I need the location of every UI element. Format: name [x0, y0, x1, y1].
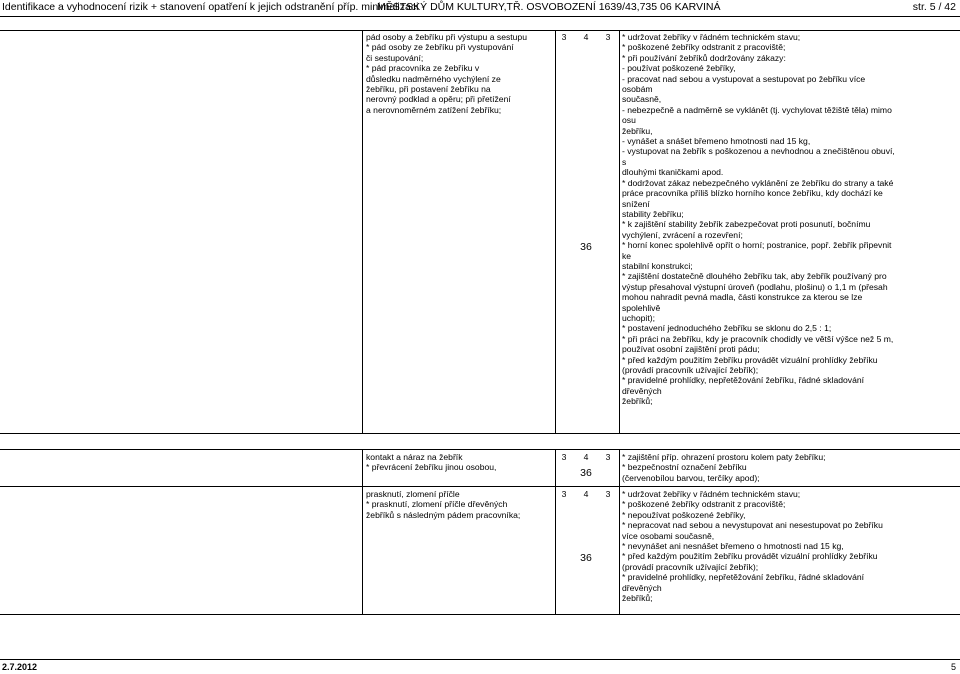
risk-score: 36: [580, 467, 592, 479]
column-divider: [619, 449, 620, 615]
page-header: [0, 0, 960, 17]
footer-date: 2.7.2012: [2, 662, 38, 672]
consequence-value: 4: [583, 32, 589, 42]
safety-measures: * udržovat žebříky v řádném technickém stavu; * poškozené žebříky odstranit z pracoviště; * při používání žebříků dodržovány zákazy: - používat poškozené žebříky, - pracovat nad sebou a vystupovat a sestupovat po žebříku více osobám současně, - nebezpečně a nadměrně se vyklánět (tj. vychylovat těžiště těla) mimo osu žebříku, - vynášet a snášet břemeno hmotnosti nad 15 kg, - vystupovat na žebřík s poškozenou a nevhodnou a znečištěnou obuví, s dlouhými tkaničkami apod. * dodržovat zákaz nebezpečného vyklánění ze žebříku do strany a také práce pracovníka příliš blízko horního konce žebříku, kdy dochází ke snížení stability žebříku; * k zajištění stability žebřík zabezpečovat proti posunutí, bočnímu vychýlení, zvrácení a rozevření; * horní konec spolehlivě opřít o horní; postranice, popř. žebřík připevnit ke stabilní konstrukci; * zajištění dostatečně dlouhého žebříku tak, aby žebřík používaný pro výstup přesahoval výstupní úroveň (podlahu, plošinu) o 1,1 m (přesah mohou nahradit pevná madla, části konstrukce za kterou se lze spolehlivě uchopit); * postavení jednoduchého žebříku se sklonu do 2,5 : 1; * při práci na žebříku, kdy je pracovník chodidly ve větší výšce než 5 m, používat osobní zajištění proti pádu; * před každým použitím žebříku provádět vizuální prohlídky žebříku (provádí pracovník užívající žebřík); * pravidelné prohlídky, nepřetěžování žebříku, řádné skladování dřevěných žebříků;: [622, 32, 895, 407]
severity-value: 3: [605, 32, 611, 42]
severity-value: 3: [605, 452, 611, 462]
block-top-border: [0, 449, 960, 450]
risk-description: pád osoby a žebříku při výstupu a sestupu * pád osoby ze žebříku při vystupování či sestupování; * pád pracovníka ze žebříku v důsledku nadměrného vychýlení ze žebříku, při postavení žebříku na nerovný podklad a opěru; při přetížení a nerovnoměrném zatížení žebříku;: [366, 32, 527, 115]
consequence-value: 4: [583, 452, 589, 462]
footer-rule: [0, 659, 960, 660]
block-bottom-border: [0, 614, 960, 615]
safety-measures: * zajištění příp. ohrazení prostoru kolem paty žebříku; * bezpečnostní označení žebříku (červenobílou barvou, terčíky apod);: [622, 452, 826, 483]
header-page-counter: str. 5 / 42: [912, 1, 956, 13]
probability-value: 3: [561, 452, 567, 462]
safety-measures: * udržovat žebříky v řádném technickém stavu; * poškozené žebříky odstranit z pracoviště; * nepoužívat poškozené žebříky, * nepracovat nad sebou a nevystupovat ani nesestupovat po žebříku více osobami současně, * nevynášet ani nesnášet břemeno o hmotnosti nad 15 kg, * před každým použitím žebříku provádět vizuální prohlídky žebříku (provádí pracovník užívající žebřík); * pravidelné prohlídky, nepřetěžování žebříku, řádné skladování dřevěných žebříků;: [622, 489, 883, 604]
column-divider: [362, 30, 363, 434]
footer-page-number: 5: [950, 662, 956, 672]
column-divider: [362, 449, 363, 615]
row-divider: [0, 486, 960, 487]
consequence-value: 4: [583, 489, 589, 499]
column-divider: [555, 449, 556, 615]
probability-value: 3: [561, 32, 567, 42]
block-top-border: [0, 30, 960, 31]
header-document-title: Identifikace a vyhodnocení rizik + stanovení opatření k jejich odstranění příp. minimalizaci -: [2, 1, 425, 13]
header-rule: [0, 16, 960, 17]
risk-description: kontakt a náraz na žebřík * převrácení žebříku jinou osobou,: [366, 452, 497, 473]
risk-score: 36: [580, 241, 592, 253]
probability-value: 3: [561, 489, 567, 499]
column-divider: [555, 30, 556, 434]
header-building-address: MĚSTSKÝ DŮM KULTURY,TŘ. OSVOBOZENÍ 1639/43,735 06 KARVINÁ: [377, 1, 721, 13]
risk-score: 36: [580, 552, 592, 564]
column-divider: [619, 30, 620, 434]
severity-value: 3: [605, 489, 611, 499]
risk-description: prasknutí, zlomení příčle * prasknutí, zlomení příčle dřevěných žebříků s následným pádem pracovníka;: [366, 489, 521, 520]
block-bottom-border: [0, 433, 960, 434]
